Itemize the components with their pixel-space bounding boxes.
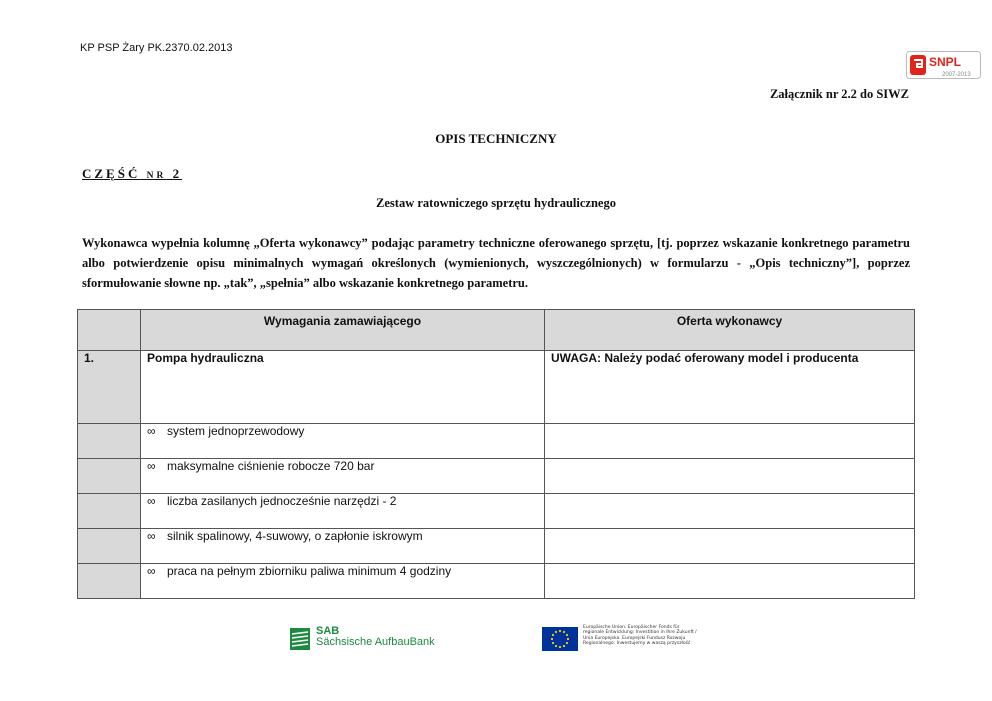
section-subtitle: Zestaw ratowniczego sprzętu hydraulicznego — [376, 196, 616, 210]
snpl-logo — [906, 51, 981, 79]
logo-years: 2007-2013 — [942, 72, 971, 78]
requirement-text: liczba zasilanych jednocześnie narzędzi - 2 — [167, 494, 397, 508]
header-number — [78, 310, 141, 351]
requirement-cell — [141, 529, 545, 564]
requirement-cell — [141, 564, 545, 599]
offer-cell[interactable] — [545, 424, 915, 459]
requirement-cell: Pompa hydrauliczna — [141, 351, 545, 424]
requirement-text: praca na pełnym zbiorniku paliwa minimum 4 godziny — [167, 564, 452, 578]
requirement-text: system jednoprzewodowy — [167, 424, 305, 438]
sab-short: SAB — [316, 625, 340, 637]
bullet-icon: ∞ — [147, 459, 156, 473]
eu-funding-text: Europäische Union. Europäischer Fonds für regionale Entwicklung: Investition in Ihre Zukunft / Unia Europejska. Europejski Fundusz Rozwoju Regionalnego: Inwestujemy w waszą przyszłość — [583, 625, 697, 647]
attachment-label: Załącznik nr 2.2 do SIWZ — [769, 87, 909, 101]
requirement-cell — [141, 494, 545, 529]
requirement-text: maksymalne ciśnienie robocze 720 bar — [167, 459, 375, 473]
part-word: CZĘŚĆ — [82, 166, 141, 181]
table-header-row — [78, 310, 915, 351]
document-reference: KP PSP Żary PK.2370.02.2013 — [80, 42, 233, 54]
requirement-cell — [141, 424, 545, 459]
part-heading — [82, 166, 182, 182]
row-number — [78, 529, 141, 564]
table-row — [78, 529, 915, 564]
bullet-icon: ∞ — [147, 494, 156, 508]
row-number — [78, 494, 141, 529]
logo-text: SNPL — [929, 55, 962, 69]
offer-cell[interactable] — [545, 494, 915, 529]
offer-cell[interactable] — [545, 564, 915, 599]
document-title: OPIS TECHNICZNY — [435, 131, 557, 146]
sab-full: Sächsische AufbauBank — [316, 636, 435, 648]
bullet-icon: ∞ — [147, 564, 156, 578]
requirement-cell — [141, 459, 545, 494]
header-requirements: Wymagania zamawiającego — [141, 310, 545, 351]
row-number: 1. — [78, 351, 141, 424]
intro-paragraph: Wykonawca wypełnia kolumnę „Oferta wykonawcy” podając parametry techniczne oferowanego sprzętu, [tj. poprzez wskazanie konkretnego parametru albo potwierdzenie opisu minimalnych wymagań określonych (wymienionych, wyszczególnionych) w formularzu - „Opis techniczny”], poprzez sformułowanie słowne np. „tak”, „spełnia” albo wskazanie konkretnego parametru. — [82, 236, 910, 290]
table-row — [78, 494, 915, 529]
part-number: 2 — [172, 166, 183, 181]
offer-cell[interactable] — [545, 459, 915, 494]
bullet-icon: ∞ — [147, 424, 156, 438]
table-row — [78, 459, 915, 494]
part-nr: NR — [146, 171, 167, 181]
bullet-icon: ∞ — [147, 529, 156, 543]
row-number — [78, 424, 141, 459]
requirement-text: silnik spalinowy, 4-suwowy, o zapłonie iskrowym — [167, 529, 423, 543]
offer-cell: UWAGA: Należy podać oferowany model i producenta — [545, 351, 915, 424]
requirements-table — [77, 309, 915, 599]
row-number — [78, 459, 141, 494]
table-row — [78, 424, 915, 459]
table-row — [78, 351, 915, 424]
sab-logo-text — [316, 626, 435, 648]
header-offer: Oferta wykonawcy — [545, 310, 915, 351]
row-number — [78, 564, 141, 599]
table-row — [78, 564, 915, 599]
offer-cell[interactable] — [545, 529, 915, 564]
